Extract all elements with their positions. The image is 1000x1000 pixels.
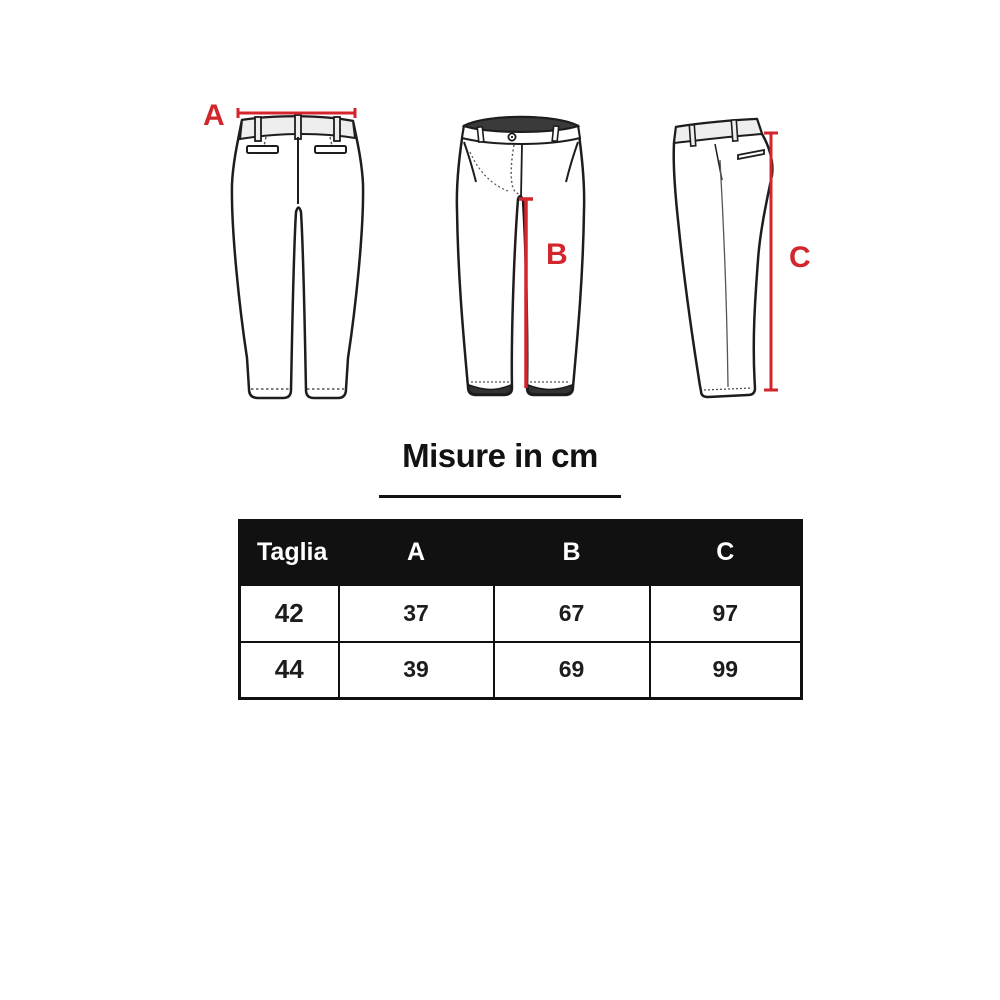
column-header-c: C [650,521,802,585]
measure-a-value: 37 [339,585,494,642]
belt-loop [552,126,559,141]
pants-side-view-diagram [660,100,785,405]
measure-b-value: 67 [494,585,650,642]
size-value: 44 [240,642,339,699]
pants-back-view-diagram [220,100,370,410]
belt-loop [477,127,484,142]
back-pocket-welt [315,146,346,153]
back-pocket-welt [247,146,278,153]
belt-loop [334,117,340,141]
page-title: Misure in cm [402,437,598,474]
title-underline [379,495,621,498]
size-table [238,519,803,700]
belt-loop [295,115,301,139]
pants-back-view-art [220,100,370,410]
measure-a-value: 39 [339,642,494,699]
belt-loop [731,120,737,141]
side-silhouette [674,119,773,397]
column-header-taglia: Taglia [240,521,339,585]
pants-side-view-art [660,100,785,405]
waist-button-hole [511,136,513,138]
measure-label-a: A [203,99,225,132]
belt-loop [689,125,695,146]
measure-label-b: B [546,238,568,271]
size-table-header-row [240,521,802,585]
pants-front-view-diagram [440,100,600,405]
column-header-b: B [494,521,650,585]
size-table-row [240,585,802,642]
measure-b-value: 69 [494,642,650,699]
measure-c-value: 99 [650,642,802,699]
size-value: 42 [240,585,339,642]
size-table-row [240,642,802,699]
measure-label-c: C [789,241,811,274]
measure-c-value: 97 [650,585,802,642]
pants-front-view-art [440,100,600,405]
belt-loop [255,117,261,141]
center-front-seam [521,144,522,197]
column-header-a: A [339,521,494,585]
